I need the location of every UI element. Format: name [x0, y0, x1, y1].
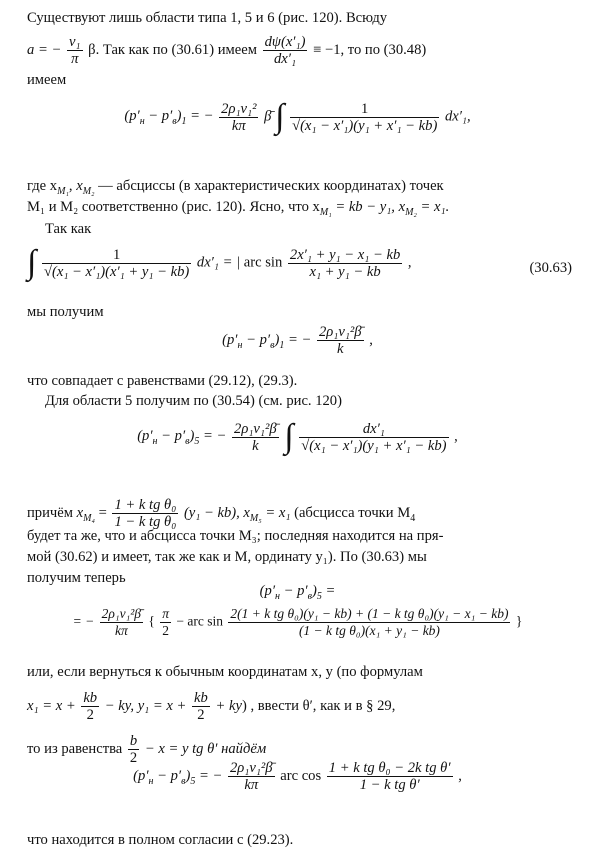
- equation: $(p'_н - p'_в)_5$ = − $\frac{\text{2ρ₁v₁²β̄}}{k}$ ∫ $\frac{\text{dx′₁}}{\text{√(x₁ − x′₁)(y₁ + x′₁ − kb)}}$ ,: [137, 418, 458, 455]
- equation: $(p'_н - p'_в)_5$ =: [259, 583, 336, 602]
- equation: $(p'_н - p'_в)_5$ = − $\frac{\text{2ρ₁v₁²β̄}}{k\pi}$ arc cos $\frac{\text{1 + k tg θ₀ − 2k tg θ′}}{\text{1 − k tg θ′}}$ ,: [133, 760, 462, 793]
- text: что находится в полном согласии с (29.23).: [27, 832, 294, 848]
- text: = x₁.: [420, 199, 450, 215]
- text-line: [27, 526, 572, 547]
- text-line: где $x_{M_1}$, $x_{M_2}$ — абсциссы (в характеристических координатах) точек: [27, 178, 444, 197]
- text: будет та же, что и абсцисса точки M₃; последняя находится на пря-: [27, 528, 444, 544]
- text: мой (30.62) и имеет, так же как и M, ординату y₁). По (30.63) мы: [27, 549, 427, 565]
- text: Так как: [45, 221, 92, 237]
- text: (абсцисса точки M: [294, 504, 411, 521]
- text: Для области 5 получим по (30.54) (см. рис. 120): [45, 393, 342, 409]
- text-line: x₁ = x + $\frac{kb}{2}$ − ky, y₁ = x + $\frac{kb}{2}$ + ky) , ввести θ′, как и в § 29,: [27, 690, 396, 723]
- text: что совпадает с равенствами (29.12), (29.3).: [27, 373, 298, 389]
- equation-number: (30.63): [529, 260, 572, 276]
- text-line: [27, 391, 572, 412]
- text: M₁ и M₂ соответственно (рис. 120). Ясно, что x: [27, 199, 320, 215]
- text: где x: [27, 178, 58, 194]
- text-line: [27, 371, 572, 392]
- text-line: [27, 8, 572, 29]
- text-line: [27, 547, 572, 568]
- text: или, если вернуться к обычным координатам x, y (по формулам: [27, 664, 423, 680]
- text: мы получим: [27, 304, 104, 320]
- equation: = − $\frac{\text{2ρ₁v₁²β̄}}{k\pi}$ { $\frac{\pi}{2}$ − arc sin $\frac{\text{2(1 + k tg θ₀)(y₁ − kb) + (1 − k tg θ₀)(y₁ − x₁ − kb)}}{\text{(1 − k tg θ₀)(x₁ + y₁ − kb)}}$ }: [72, 606, 523, 638]
- text: то из равенства: [27, 740, 123, 757]
- text: − x = y tg θ′ найдём: [144, 740, 267, 757]
- text: — абсциссы (в характеристических координатах) точек: [98, 178, 444, 194]
- equation: $(p'_н - p'_в)_1$ = − $\frac{\text{2ρ₁v₁²β̄}}{k}$ ,: [222, 324, 373, 357]
- equation: ∫ $\frac{1}{\text{√(x₁ − x′₁)(x′₁ + y₁ − kb)}}$ dx′₁ = | arc sin $\frac{\text{2x′₁ + y₁ − x₁ − kb}}{\text{x₁ + y₁ − kb}}$ , (30.63): [27, 244, 572, 281]
- text: ≡ −1, то по (30.48): [313, 41, 427, 58]
- text: Существуют лишь области типа 1, 5 и 6 (рис. 120). Всюду: [27, 10, 388, 26]
- text-line: [27, 662, 572, 683]
- fraction: $\frac{\text{dψ(x′₁)}}{\text{dx′₁}}$: [264, 34, 306, 67]
- text: получим теперь: [27, 570, 126, 586]
- text-line: [27, 34, 572, 67]
- text: , ввести θ′, как и в § 29,: [250, 697, 396, 714]
- text: = kb − y₁, x: [335, 199, 406, 215]
- equation: $(p'_н - p'_в)_1$ = − $\frac{\text{2ρ₁v₁²}}{k\pi}$ β̄ ∫ $\frac{1}{\text{√(x₁ − x′₁)(y₁ + x′₁ − kb)}}$ dx′₁,: [124, 98, 471, 135]
- text-line: причём $x_{M_4}$ = $\frac{\text{1 + k tg θ₀}}{\text{1 − k tg θ₀}}$ (y₁ − kb), $x_{M_5} = x_1$ (абсцисса точки $M_4$: [27, 497, 416, 530]
- text: имеем: [27, 72, 67, 88]
- text-line: M₁ и M₂ соответственно (рис. 120). Ясно, что $x_{M_1}$ = kb − y₁, $x_{M_2} = x_1$.: [27, 199, 450, 218]
- text-line: [27, 830, 572, 851]
- fraction: $\frac{\text{v₁}}{\pi}$: [68, 34, 81, 67]
- text: β. Так как по (30.61) имеем: [88, 41, 257, 58]
- text-line: то из равенства $\frac{b}{2}$ − x = y tg θ′ найдём: [27, 733, 267, 766]
- text: a = −: [27, 41, 62, 58]
- text-line: [27, 219, 572, 240]
- text: причём: [27, 504, 73, 521]
- text-line: [27, 302, 572, 323]
- text-line: [27, 70, 572, 91]
